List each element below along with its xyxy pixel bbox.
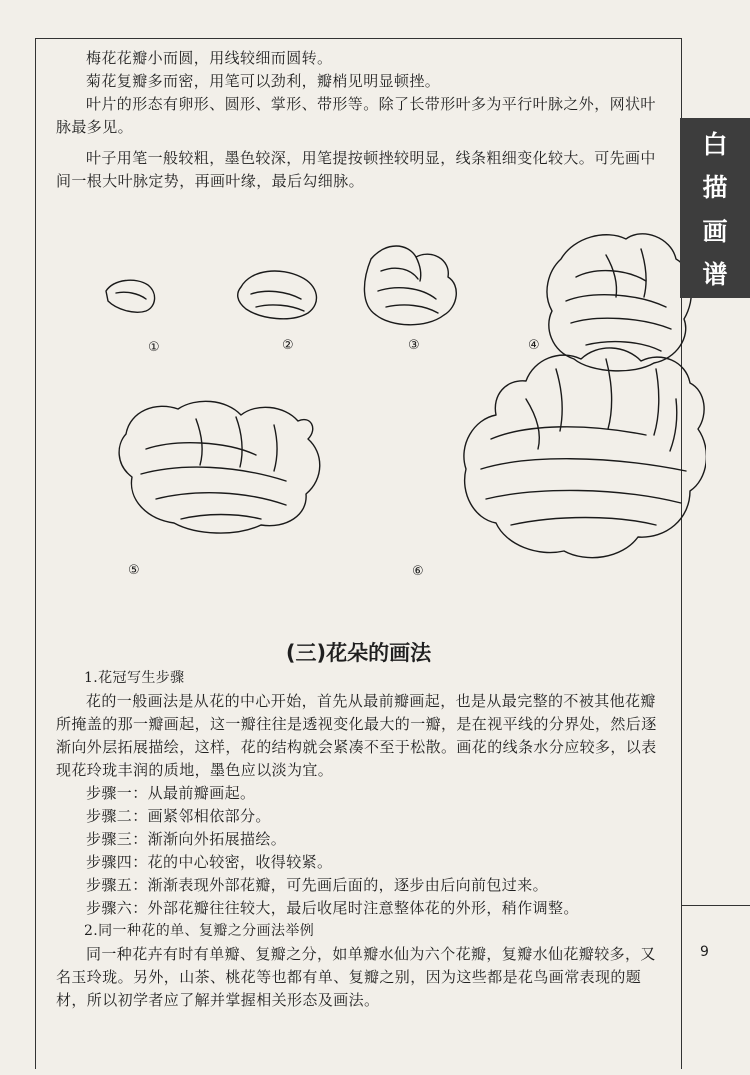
flower-step-6-drawing [464, 348, 706, 558]
side-tab-char-1: 白 [702, 130, 728, 160]
page-number: 9 [700, 944, 709, 960]
step-label-2: ② [282, 338, 294, 353]
page-number-rule [682, 905, 750, 906]
flower-step-3-drawing [364, 246, 456, 325]
step-2: 步骤二：画紧邻相依部分。 [86, 807, 271, 825]
flower-sketch-figure [86, 219, 706, 589]
step-1: 步骤一：从最前瓣画起。 [86, 784, 256, 802]
paragraph-chrysanthemum: 菊花复瓣多而密，用笔可以劲利，瓣梢见明显顿挫。 [86, 72, 441, 90]
section-body [56, 667, 668, 1012]
paragraph-general-method: 花的一般画法是从花的中心开始，首先从最前瓣画起，也是从最完整的不被其他花瓣所掩盖的那一瓣画起，这一瓣往往是透视变化最大的一瓣，是在视平线的分界处，然后逐渐向外层拓展描绘，这样，花的结构就会紧凑不至于松散。画花的线条水分应较多，以表现花玲珑丰润的质地，墨色应以淡为宜。 [56, 692, 657, 779]
step-label-5: ⑤ [128, 563, 140, 578]
page-frame [35, 38, 682, 1069]
paragraph-single-double-petal: 同一种花卉有时有单瓣、复瓣之分，如单瓣水仙为六个花瓣，复瓣水仙花瓣较多，又名玉玲珑。另外，山茶、桃花等也都有单、复瓣之别，因为这些都是花鸟画常表现的题材，所以初学者应了解并掌握相关形态及画法。 [56, 945, 656, 1009]
subheading-single-double-petal: 2.同一种花的单、复瓣之分画法举例 [84, 923, 315, 939]
step-label-4: ④ [528, 338, 540, 353]
flower-step-4-drawing [547, 234, 692, 371]
step-label-3: ③ [408, 338, 420, 353]
subheading-corolla-steps: 1.花冠写生步骤 [84, 670, 185, 686]
step-4: 步骤四：花的中心较密，收得较紧。 [86, 853, 333, 871]
paragraph-plum: 梅花花瓣小而圆，用线较细而圆转。 [86, 49, 333, 67]
top-text-block [56, 47, 668, 193]
flower-step-2-drawing [238, 271, 317, 319]
flower-step-1-drawing [106, 280, 155, 312]
step-label-1: ① [148, 340, 160, 355]
paragraph-leaf-brush: 叶子用笔一般较粗，墨色较深，用笔提按顿挫较明显，线条粗细变化较大。可先画中间一根大叶脉定势，再画叶缘，最后勾细脉。 [56, 149, 656, 190]
side-tab-char-4: 谱 [702, 259, 728, 289]
side-tab-char-2: 描 [702, 173, 728, 203]
side-tab-char-3: 画 [702, 216, 728, 246]
flower-drawing-steps [86, 219, 706, 589]
step-label-6: ⑥ [412, 564, 424, 579]
flower-step-5-drawing [119, 401, 320, 533]
step-6: 步骤六：外部花瓣往往较大，最后收尾时注意整体花的外形，稍作调整。 [86, 899, 579, 917]
step-3: 步骤三：渐渐向外拓展描绘。 [86, 830, 287, 848]
side-tab [680, 118, 750, 298]
step-5: 步骤五：渐渐表现外部花瓣，可先画后面的，逐步由后向前包过来。 [86, 876, 549, 894]
paragraph-leaf-shape: 叶片的形态有卵形、圆形、掌形、带形等。除了长带形叶多为平行叶脉之外，网状叶脉最多见。 [56, 95, 656, 136]
section-title: (三)花朵的画法 [285, 641, 432, 665]
